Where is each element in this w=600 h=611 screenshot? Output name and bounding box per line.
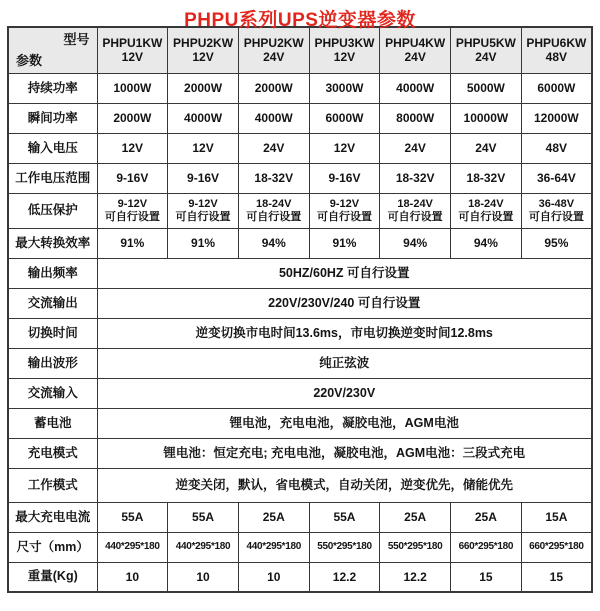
spec-cell: 2000W bbox=[97, 103, 168, 133]
spec-cell: 440*295*180 bbox=[238, 532, 309, 562]
col-header-2 bbox=[168, 27, 239, 73]
spec-cell bbox=[380, 193, 451, 228]
row-work-mode bbox=[8, 468, 592, 502]
spec-cell: 9-16V bbox=[168, 163, 239, 193]
row-transfer-time bbox=[8, 318, 592, 348]
row-label: 尺寸（mm） bbox=[8, 532, 97, 562]
spec-cell: 440*295*180 bbox=[97, 532, 168, 562]
spec-cell: 55A bbox=[97, 502, 168, 532]
row-weight bbox=[8, 562, 592, 592]
protect-value: 36-48V bbox=[538, 197, 575, 210]
spec-cell: 25A bbox=[238, 502, 309, 532]
col-header-7 bbox=[521, 27, 592, 73]
row-label: 交流输出 bbox=[8, 288, 97, 318]
row-label: 输入电压 bbox=[8, 133, 97, 163]
spec-cell: 9-16V bbox=[97, 163, 168, 193]
col-volt: 12V bbox=[121, 50, 144, 65]
spec-cell: 94% bbox=[380, 228, 451, 258]
spec-cell: 15 bbox=[521, 562, 592, 592]
spec-cell: 3000W bbox=[309, 73, 380, 103]
spec-cell: 1000W bbox=[97, 73, 168, 103]
spec-cell: 2000W bbox=[238, 73, 309, 103]
col-model: PHPU4KW bbox=[385, 36, 446, 51]
spec-table bbox=[7, 26, 593, 593]
row-label: 输出波形 bbox=[8, 348, 97, 378]
col-model: PHPU1KW bbox=[102, 36, 163, 51]
corner-param-label: 参数 bbox=[16, 53, 43, 69]
col-model: PHPU5KW bbox=[455, 36, 516, 51]
spec-cell: 660*295*180 bbox=[521, 532, 592, 562]
col-header-5 bbox=[380, 27, 451, 73]
spec-cell: 18-32V bbox=[451, 163, 522, 193]
col-volt: 48V bbox=[545, 50, 568, 65]
col-model: PHPU2KW bbox=[243, 36, 304, 51]
col-volt: 24V bbox=[404, 50, 426, 65]
protect-note: 可自行设置 bbox=[246, 210, 302, 223]
spec-cell: 95% bbox=[521, 228, 592, 258]
col-model: PHPU3KW bbox=[314, 36, 375, 51]
protect-value: 9-12V bbox=[117, 197, 148, 210]
spec-cell: 4000W bbox=[380, 73, 451, 103]
col-model: PHPU6KW bbox=[526, 36, 587, 51]
protect-value: 18-24V bbox=[397, 197, 433, 210]
row-label: 充电模式 bbox=[8, 438, 97, 468]
spec-cell: 12V bbox=[309, 133, 380, 163]
spec-cell: 94% bbox=[451, 228, 522, 258]
spec-cell: 10 bbox=[168, 562, 239, 592]
spec-cell: 91% bbox=[309, 228, 380, 258]
spec-cell: 24V bbox=[380, 133, 451, 163]
spec-cell: 55A bbox=[309, 502, 380, 532]
spec-cell: 25A bbox=[380, 502, 451, 532]
spec-cell: 18-32V bbox=[380, 163, 451, 193]
spec-cell bbox=[451, 193, 522, 228]
spec-span-cell: 锂电池：恒定充电; 充电电池，凝胶电池，AGM电池：三段式充电 bbox=[97, 438, 592, 468]
spec-span-cell: 逆变切换市电时间13.6ms，市电切换逆变时间12.8ms bbox=[97, 318, 592, 348]
row-label: 工作模式 bbox=[8, 468, 97, 502]
row-label: 低压保护 bbox=[8, 193, 97, 228]
spec-cell bbox=[97, 193, 168, 228]
spec-cell: 550*295*180 bbox=[309, 532, 380, 562]
spec-cell: 9-16V bbox=[309, 163, 380, 193]
spec-cell bbox=[238, 193, 309, 228]
spec-cell: 550*295*180 bbox=[380, 532, 451, 562]
spec-cell: 12V bbox=[97, 133, 168, 163]
row-label: 重量(Kg) bbox=[8, 562, 97, 592]
spec-span-cell: 220V/230V bbox=[97, 378, 592, 408]
col-volt: 12V bbox=[333, 50, 356, 65]
protect-note: 可自行设置 bbox=[387, 210, 443, 223]
protect-note: 可自行设置 bbox=[528, 210, 584, 223]
spec-cell: 91% bbox=[97, 228, 168, 258]
row-low-voltage-protection bbox=[8, 193, 592, 228]
col-header-3 bbox=[238, 27, 309, 73]
row-working-voltage-range bbox=[8, 163, 592, 193]
row-continuous-power bbox=[8, 73, 592, 103]
col-header-1 bbox=[97, 27, 168, 73]
row-label: 最大转换效率 bbox=[8, 228, 97, 258]
row-label: 瞬间功率 bbox=[8, 103, 97, 133]
spec-cell: 8000W bbox=[380, 103, 451, 133]
corner-model-label: 型号 bbox=[63, 32, 90, 47]
row-surge-power bbox=[8, 103, 592, 133]
spec-cell: 660*295*180 bbox=[451, 532, 522, 562]
spec-cell: 12V bbox=[168, 133, 239, 163]
row-max-charge-current bbox=[8, 502, 592, 532]
spec-cell: 55A bbox=[168, 502, 239, 532]
spec-cell: 48V bbox=[521, 133, 592, 163]
spec-cell: 4000W bbox=[238, 103, 309, 133]
spec-cell: 94% bbox=[238, 228, 309, 258]
row-dimensions bbox=[8, 532, 592, 562]
corner-cell bbox=[8, 27, 97, 73]
spec-cell bbox=[309, 193, 380, 228]
spec-cell: 2000W bbox=[168, 73, 239, 103]
protect-note: 可自行设置 bbox=[458, 210, 514, 223]
header-row bbox=[8, 27, 592, 73]
protect-value: 18-24V bbox=[256, 197, 292, 210]
spec-span-cell: 220V/230V/240 可自行设置 bbox=[97, 288, 592, 318]
spec-cell: 12.2 bbox=[380, 562, 451, 592]
spec-cell: 10000W bbox=[451, 103, 522, 133]
row-label: 交流输入 bbox=[8, 378, 97, 408]
col-header-6 bbox=[451, 27, 522, 73]
protect-note: 可自行设置 bbox=[104, 210, 160, 223]
col-header-4 bbox=[309, 27, 380, 73]
spec-cell: 10 bbox=[238, 562, 309, 592]
protect-value: 18-24V bbox=[468, 197, 504, 210]
spec-cell: 91% bbox=[168, 228, 239, 258]
spec-span-cell: 纯正弦波 bbox=[97, 348, 592, 378]
col-volt: 24V bbox=[263, 50, 285, 65]
spec-cell: 15 bbox=[451, 562, 522, 592]
row-battery-type bbox=[8, 408, 592, 438]
spec-cell: 12.2 bbox=[309, 562, 380, 592]
spec-cell: 6000W bbox=[521, 73, 592, 103]
protect-note: 可自行设置 bbox=[316, 210, 372, 223]
row-label: 输出频率 bbox=[8, 258, 97, 288]
row-label: 持续功率 bbox=[8, 73, 97, 103]
row-ac-output bbox=[8, 288, 592, 318]
spec-cell: 10 bbox=[97, 562, 168, 592]
spec-cell: 24V bbox=[238, 133, 309, 163]
row-charge-mode bbox=[8, 438, 592, 468]
row-ac-input bbox=[8, 378, 592, 408]
row-label: 切换时间 bbox=[8, 318, 97, 348]
spec-cell: 5000W bbox=[451, 73, 522, 103]
protect-value: 9-12V bbox=[188, 197, 218, 210]
col-model: PHPU2KW bbox=[173, 36, 234, 51]
row-input-voltage bbox=[8, 133, 592, 163]
spec-cell: 440*295*180 bbox=[168, 532, 239, 562]
row-output-waveform bbox=[8, 348, 592, 378]
spec-cell: 12000W bbox=[521, 103, 592, 133]
spec-cell: 24V bbox=[451, 133, 522, 163]
col-volt: 12V bbox=[192, 50, 214, 65]
spec-cell: 15A bbox=[521, 502, 592, 532]
spec-span-cell: 50HZ/60HZ 可自行设置 bbox=[97, 258, 592, 288]
spec-cell: 6000W bbox=[309, 103, 380, 133]
spec-cell bbox=[168, 193, 239, 228]
row-max-efficiency bbox=[8, 228, 592, 258]
protect-value: 9-12V bbox=[329, 197, 360, 210]
protect-note: 可自行设置 bbox=[175, 210, 231, 223]
row-label: 最大充电电流 bbox=[8, 502, 97, 532]
spec-cell: 36-64V bbox=[521, 163, 592, 193]
row-output-frequency bbox=[8, 258, 592, 288]
row-label: 工作电压范围 bbox=[8, 163, 97, 193]
col-volt: 24V bbox=[475, 50, 497, 65]
page-title: PHPU系列UPS逆变器参数 bbox=[184, 10, 416, 31]
spec-span-cell: 逆变关闭，默认，省电模式，自动关闭，逆变优先，储能优先 bbox=[97, 468, 592, 502]
spec-cell: 4000W bbox=[168, 103, 239, 133]
spec-cell bbox=[521, 193, 592, 228]
row-label: 蓄电池 bbox=[8, 408, 97, 438]
spec-span-cell: 锂电池，充电电池，凝胶电池，AGM电池 bbox=[97, 408, 592, 438]
spec-cell: 18-32V bbox=[238, 163, 309, 193]
spec-cell: 25A bbox=[451, 502, 522, 532]
